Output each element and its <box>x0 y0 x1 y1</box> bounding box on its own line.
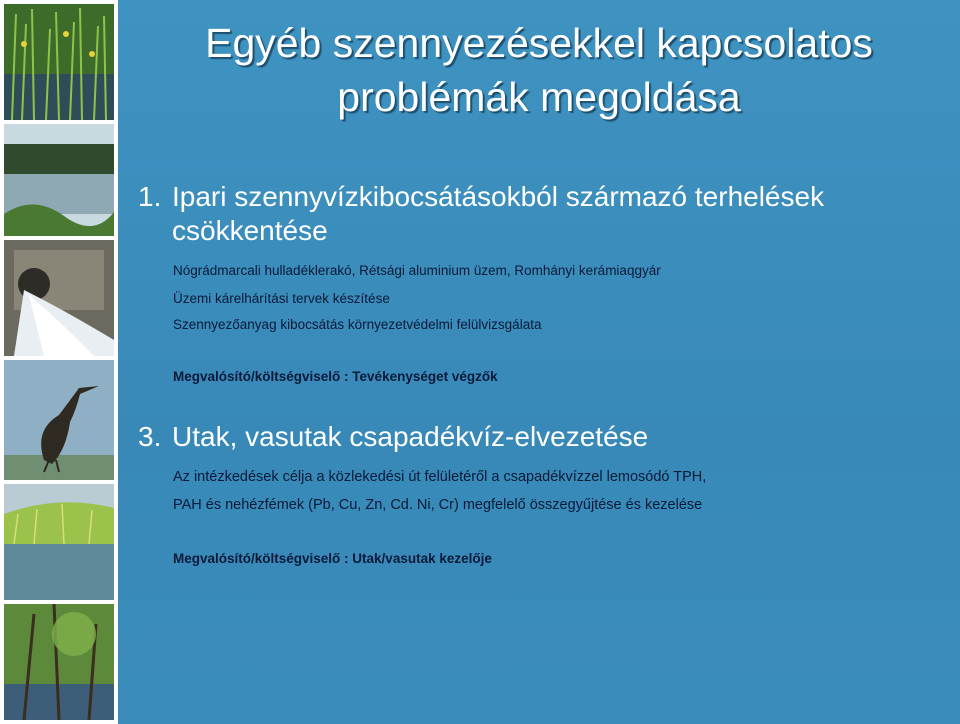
section-1-item-2: Üzemi kárelhárítási tervek készítése <box>173 291 390 306</box>
river-photo <box>4 124 114 236</box>
section-1-item-3: Szennyezőanyag kibocsátás környezetvédelmi felülvizsgálata <box>173 317 542 332</box>
section-3-responsible: Megvalósító/költségviselő : Utak/vasutak kezelője <box>173 551 492 566</box>
wetland-photo <box>4 484 114 600</box>
outflow-photo <box>4 240 114 356</box>
reeds-photo <box>4 4 114 120</box>
section-3-heading-text: Utak, vasutak csapadékvíz-elvezetése <box>172 421 649 452</box>
section-3-heading <box>138 420 648 454</box>
section-1-heading <box>138 180 824 248</box>
forest-photo <box>4 604 114 720</box>
photo-strip <box>0 0 118 724</box>
section-3-item-1: Az intézkedések célja a közlekedési út felületéről a csapadékvízzel lemosódó TPH, <box>173 469 707 485</box>
slide-title <box>118 16 960 124</box>
section-1-heading-line-2: csökkentése <box>172 215 328 246</box>
section-3-number: 3. <box>138 421 162 452</box>
section-1-number: 1. <box>138 181 162 212</box>
section-1-item-1: Nógrádmarcali hulladéklerakó, Rétsági aluminium üzem, Romhányi kerámiaqgyár <box>173 263 661 278</box>
section-3-item-2: PAH és nehézfémek (Pb, Cu, Zn, Cd. Ni, Cr) megfelelő összegyűjtése és kezelése <box>173 497 703 513</box>
title-line-1: Egyéb szennyezésekkel kapcsolatos <box>205 20 873 66</box>
section-1-heading-line-1: Ipari szennyvízkibocsátásokból származó terhelések <box>172 181 825 212</box>
title-line-2: problémák megoldása <box>337 74 741 120</box>
cormorant-photo <box>4 360 114 480</box>
section-1-responsible: Megvalósító/költségviselő : Tevékenységet végzők <box>173 369 498 384</box>
